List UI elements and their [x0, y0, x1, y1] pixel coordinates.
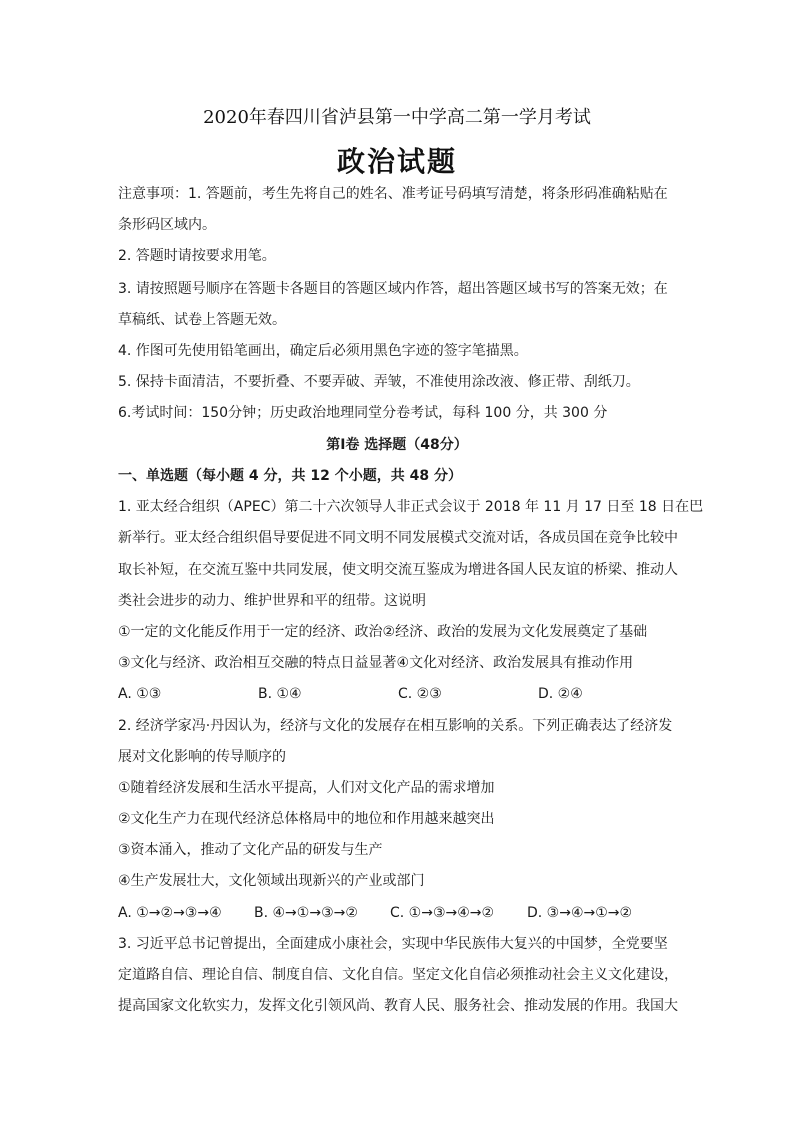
q3-line-2: 定道路自信、理论自信、制度自信、文化自信。坚定文化自信必须推动社会主义文化建设， [118, 967, 678, 983]
q3-line-1: 3. 习近平总书记曾提出，全面建成小康社会，实现中华民族伟大复兴的中国梦，全党要坚 [118, 936, 668, 952]
q2-statement-1: ①随着经济发展和生活水平提高，人们对文化产品的需求增加 [118, 780, 495, 796]
exam-title: 2020年春四川省泸县第一中学高二第一学月考试 [203, 107, 591, 128]
q1-statement-1: ①一定的文化能反作用于一定的经济、政治②经济、政治的发展为文化发展奠定了基础 [118, 624, 648, 640]
q1-line-3: 取长补短，在交流互鉴中共同发展，使文明交流互鉴成为增进各国人民友谊的桥梁、推动人 [118, 562, 678, 578]
section-heading: 一、单选题（每小题 4 分，共 12 个小题，共 48 分） [118, 468, 462, 484]
section-title: 第Ⅰ卷 选择题（48分） [326, 437, 468, 453]
q2-line-2: 展对文化影响的传导顺序的 [118, 749, 286, 765]
q1-option-d: D. ②④ [538, 686, 583, 702]
q2-option-c: C. ①→③→④→② [390, 905, 495, 921]
q2-statement-2: ②文化生产力在现代经济总体格局中的地位和作用越来越突出 [118, 811, 495, 827]
notes-item-6: 6.考试时间：150分钟；历史政治地理同堂分卷考试，每科 100 分，共 300 分 [118, 405, 608, 421]
notes-item-3a: 3. 请按照题号顺序在答题卡各题目的答题区域内作答，超出答题区域书写的答案无效；在 [118, 281, 668, 297]
q2-option-a: A. ①→②→③→④ [118, 905, 222, 921]
q1-option-c: C. ②③ [398, 686, 442, 702]
q1-statement-2: ③文化与经济、政治相互交融的特点日益显著④文化对经济、政治发展具有推动作用 [118, 655, 634, 671]
q2-options [118, 903, 688, 923]
q1-line-1: 1. 亚太经合组织（APEC）第二十六次领导人非正式会议于 2018 年 11 月 17 日至 18 日在巴 [118, 499, 704, 515]
q2-line-1: 2. 经济学家冯·丹因认为，经济与文化的发展存在相互影响的关系。下列正确表达了经济发 [118, 718, 673, 734]
q2-option-b: B. ④→①→③→② [254, 905, 358, 921]
notes-item-3b: 草稿纸、试卷上答题无效。 [118, 312, 286, 328]
notes-line-1: 注意事项：1. 答题前，考生先将自己的姓名、准考证号码填写清楚，将条形码准确粘贴在 [118, 186, 668, 202]
notes-item-5: 5. 保持卡面清洁，不要折叠、不要弄破、弄皱，不准使用涂改液、修正带、刮纸刀。 [118, 374, 640, 390]
q2-statement-3: ③资本涌入，推动了文化产品的研发与生产 [118, 842, 383, 858]
q1-line-2: 新举行。亚太经合组织倡导要促进不同文明不同发展模式交流对话，各成员国在竞争比较中 [118, 530, 678, 546]
q3-line-3: 提高国家文化软实力，发挥文化引领风尚、教育人民、服务社会、推动发展的作用。我国大 [118, 998, 678, 1014]
notes-item-4: 4. 作图可先使用铅笔画出，确定后必须用黑色字迹的签字笔描黑。 [118, 343, 528, 359]
q2-statement-4: ④生产发展壮大，文化领域出现新兴的产业或部门 [118, 873, 425, 889]
q1-option-b: B. ①④ [258, 686, 302, 702]
q1-line-4: 类社会进步的动力、维护世界和平的纽带。这说明 [118, 593, 426, 609]
q2-option-d: D. ③→④→①→② [527, 905, 633, 921]
q1-options [118, 684, 688, 704]
notes-item-2: 2. 答题时请按要求用笔。 [118, 248, 276, 264]
q1-option-a: A. ①③ [118, 686, 162, 702]
exam-subject-title: 政治试题 [336, 145, 457, 178]
notes-line-2: 条形码区域内。 [118, 217, 216, 233]
